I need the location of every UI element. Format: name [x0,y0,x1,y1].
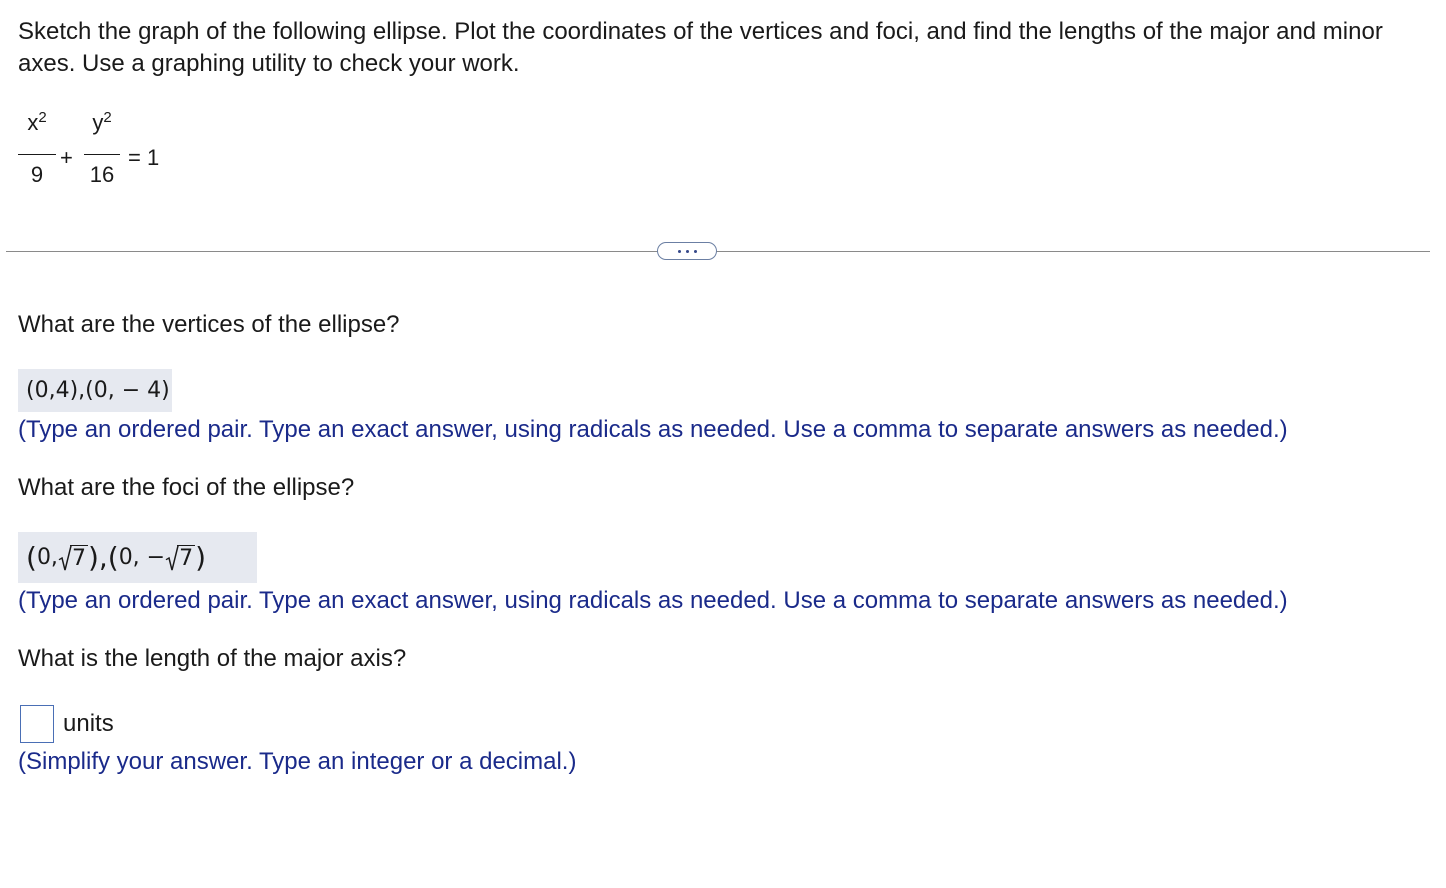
ellipse-equation [18,110,218,190]
y-exponent: 2 [103,109,112,126]
major-axis-prompt: What is the length of the major axis? [18,645,407,672]
vertices-prompt: What are the vertices of the ellipse? [18,311,400,338]
vertices-hint: (Type an ordered pair. Type an exact answer, using radicals as needed. Use a comma to separate answers as needed.) [18,416,1288,443]
sqrt-seven-first [58,545,88,571]
ellipsis-dot [686,250,689,253]
vertices-answer[interactable]: (0,4),(0, − 4) [18,369,172,412]
close-paren: ) [195,541,207,574]
radical-sign-icon [58,545,72,571]
sqrt-seven-second [165,545,195,571]
y-squared-over-16 [84,110,120,190]
y-denominator: 16 [89,162,115,187]
radicand: 7 [179,545,194,571]
question-instructions: Sketch the graph of the following ellipse. Plot the coordinates of the vertices and foci, and find the lengths of the major and minor axes. Use a graphing utility to check your work. [18,18,1383,77]
major-axis-input[interactable] [20,705,54,743]
ellipsis-dot [694,250,697,253]
foci-answer[interactable] [18,532,257,583]
equals-one: = 1 [128,145,160,170]
foci-prompt: What are the foci of the ellipse? [18,474,355,501]
foci-hint: (Type an ordered pair. Type an exact answer, using radicals as needed. Use a comma to separate answers as needed.) [18,587,1288,614]
open-paren: ( [26,541,37,574]
plus-sign: + [60,145,73,170]
x-denominator: 9 [30,162,44,187]
units-label: units [63,710,114,737]
ellipsis-icon [678,250,681,253]
fraction-bar [18,154,56,155]
foci-first-x: 0, [36,545,58,570]
x-exponent: 2 [38,109,47,126]
section-divider [6,251,1430,252]
major-axis-hint: (Simplify your answer. Type an integer or a decimal.) [18,748,577,775]
x-variable: x [27,110,39,135]
expand-more-button[interactable] [657,242,717,260]
foci-second-x: 0, − [118,545,166,570]
radicand: 7 [71,545,86,571]
pair-separator: ),( [87,541,119,574]
y-variable: y [92,110,104,135]
x-squared-over-9 [18,110,56,190]
radical-sign-icon [165,545,179,571]
fraction-bar [84,154,120,155]
